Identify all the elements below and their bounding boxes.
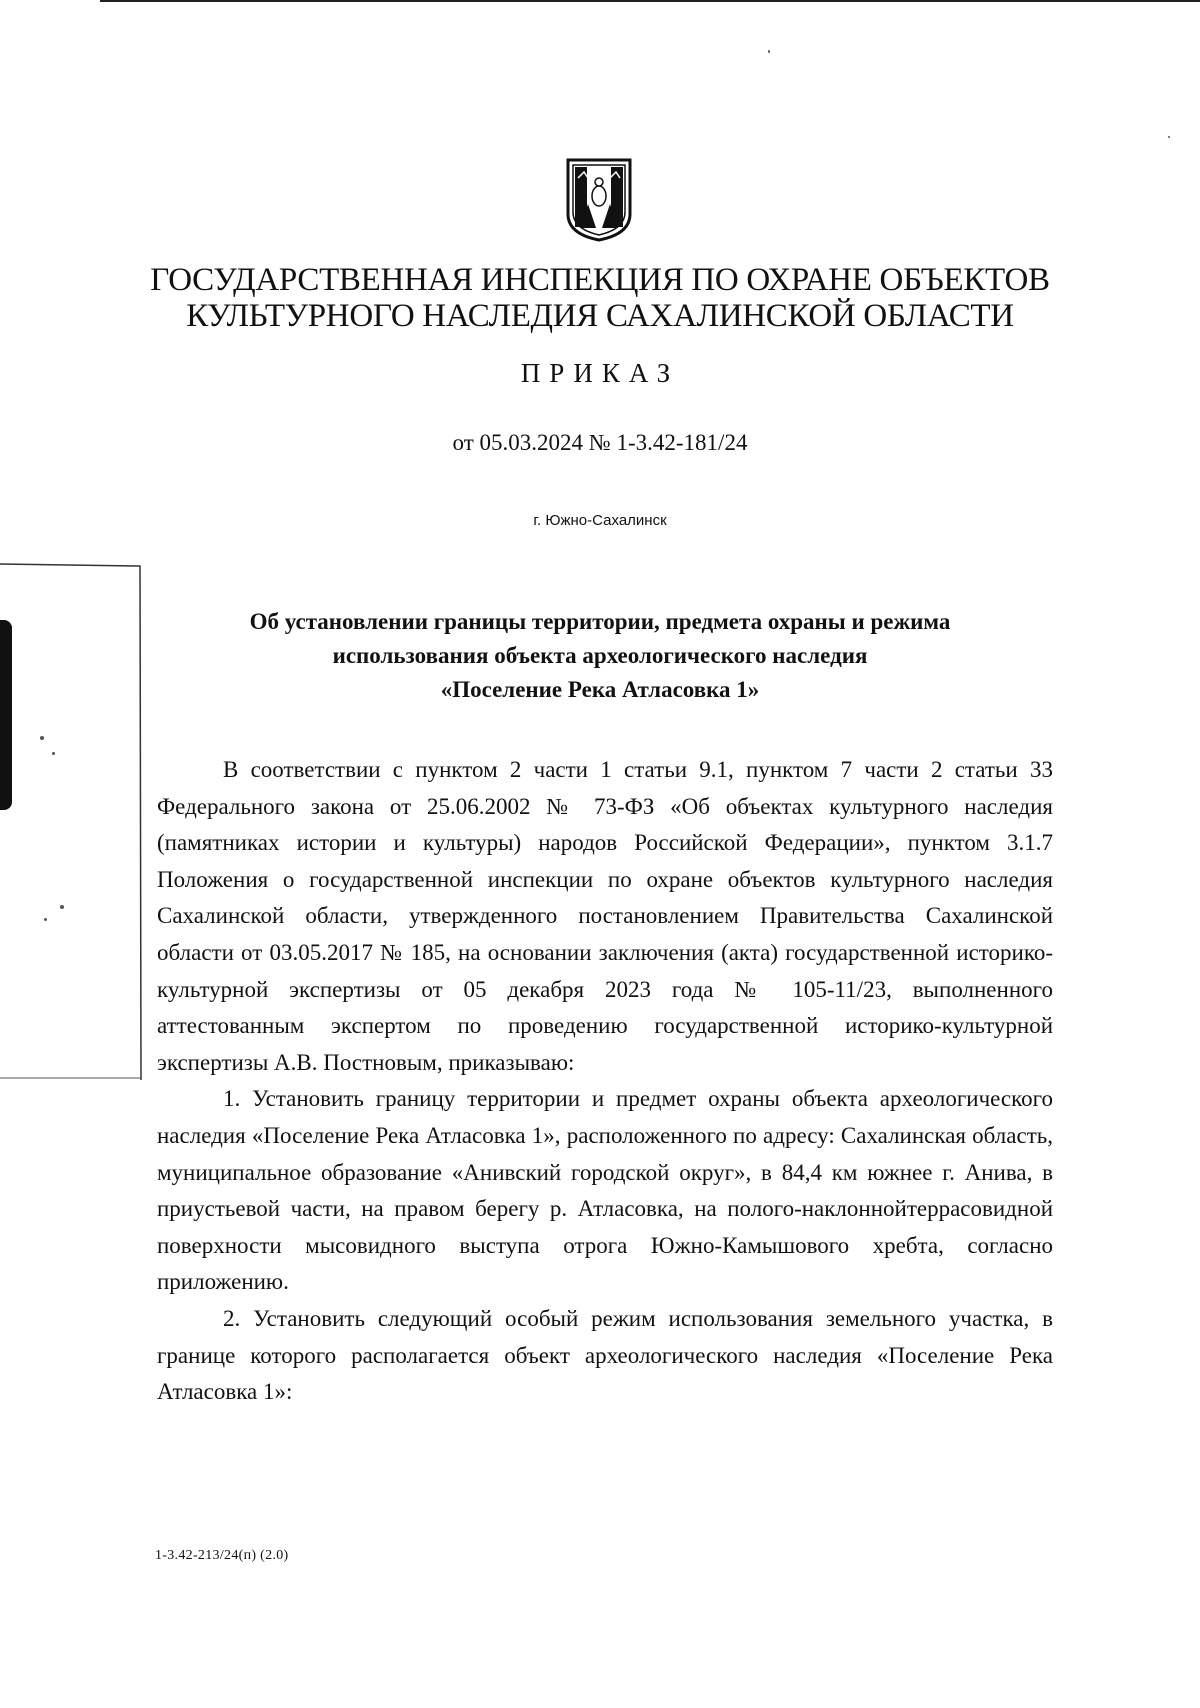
scan-margin-frame (0, 560, 142, 1080)
document-title (150, 605, 1050, 707)
scan-speck (768, 50, 770, 53)
scan-speck (44, 918, 47, 921)
scan-speck (60, 905, 64, 909)
document-city: г. Южно-Сахалинск (533, 512, 667, 529)
scan-speck (52, 752, 55, 755)
scan-left-blot (0, 620, 12, 810)
org-name-line: КУЛЬТУРНОГО НАСЛЕДИЯ САХАЛИНСКОЙ ОБЛАСТИ (186, 298, 1014, 334)
title-line: Об установлении границы территории, предмета охраны и режима (249, 609, 951, 634)
title-line: «Поселение Река Атласовка 1» (440, 677, 760, 702)
document-date-number: от 05.03.2024 № 1-3.42-181/24 (452, 430, 748, 455)
scan-top-border (100, 0, 1200, 2)
scan-speck (1168, 136, 1170, 138)
document-footer-code: 1-3.42-213/24(п) (2.0) (155, 1548, 289, 1563)
title-line: использования объекта археологического наследия (332, 643, 868, 668)
body-paragraph: В соответствии с пунктом 2 части 1 статьи 9.1, пунктом 7 части 2 статьи 33 Федерального закона от 25.06.2002 № 73-ФЗ «Об объектах культурного наследия (памятниках истории и культуры) народов Российской Федерации», пунктом 3.1.7 Положения о государственной инспекции по охране объектов культурного наследия Сахалинской области, утвержденного постановлением Правительства Сахалинской области от 03.05.2017 № 185, на основании заключения (акта) государственной историко-культурной экспертизы от 05 декабря 2023 года № 105-11/23, выполненного аттестованным экспертом по проведению государственной историко-культурной экспертизы А.В. Постновым, приказываю: (157, 757, 1053, 1075)
document-type: ПРИКАЗ (520, 358, 680, 388)
org-name-line: ГОСУДАРСТВЕННАЯ ИНСПЕКЦИЯ ПО ОХРАНЕ ОБЪЕКТОВ (150, 262, 1050, 298)
document-body (157, 752, 1053, 1411)
body-paragraph: 2. Установить следующий особый режим использования земельного участка, в границе которого располагается объект археологического наследия «Поселение Река Атласовка 1»: (157, 1305, 1053, 1405)
scan-speck (40, 736, 44, 740)
organization-name (100, 262, 1100, 334)
sakhalin-coat-of-arms-icon (564, 156, 634, 242)
body-paragraph: 1. Установить границу территории и предмет охраны объекта археологического наследия «Поселение Река Атласовка 1», расположенного по адресу: Сахалинская область, муниципальное образование «Анивский городской округ», в 84,4 км южнее г. Анива, в приустьевой части, на правом берегу р. Атласовка, на полого-наклоннойтеррасовидной поверхности мысовидного выступа отрога Южно-Камышового хребта, согласно приложению. (157, 1086, 1053, 1295)
